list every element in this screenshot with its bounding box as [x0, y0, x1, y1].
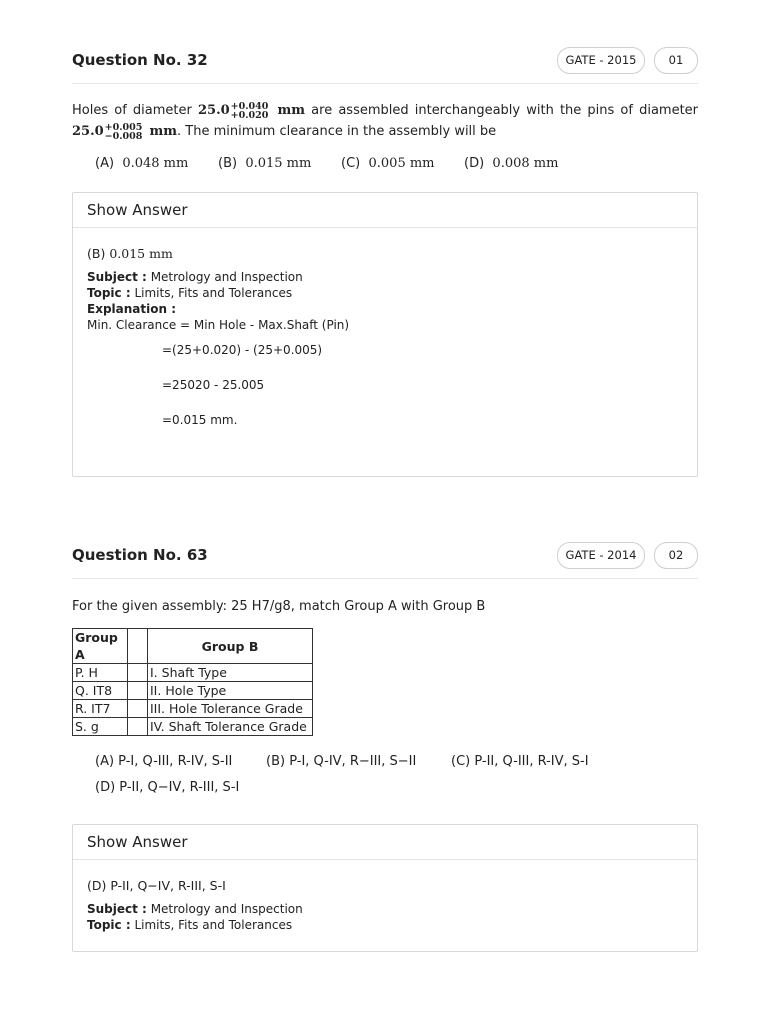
option-a[interactable]: (A) P-I, Q-III, R-IV, S-II [95, 754, 233, 769]
question-header [72, 542, 698, 579]
option-b[interactable]: (B) 0.015 mm [218, 156, 312, 171]
hole-upper-deviation: +0.040 [230, 100, 269, 112]
show-answer-button[interactable]: Show Answer [73, 825, 697, 860]
group-a-cell: S. g [73, 718, 128, 736]
group-b-cell: III. Hole Tolerance Grade [148, 700, 313, 718]
exam-year-badge[interactable]: GATE - 2015 [557, 47, 645, 74]
question-number-badge: 01 [654, 47, 698, 74]
answer-content [73, 228, 697, 448]
spacer-header [128, 629, 148, 664]
question-card-63 [72, 542, 698, 952]
option-b[interactable]: (B) P-I, Q-IV, R−III, S−II [266, 754, 417, 769]
group-a-cell: P. H [73, 664, 128, 682]
table-row [73, 718, 313, 736]
explanation-line: Min. Clearance = Min Hole - Max.Shaft (Pin) [87, 318, 350, 332]
options-list [95, 754, 698, 806]
answer-subject: Subject : Metrology and Inspection [87, 270, 303, 284]
match-table [72, 628, 313, 736]
pin-base-diameter: 25.0 [72, 124, 104, 139]
question-title: Question No. 32 [72, 51, 208, 69]
answer-panel [72, 824, 698, 952]
hole-base-diameter: 25.0 [197, 103, 230, 118]
options-list [95, 156, 698, 178]
option-a[interactable]: (A) 0.048 mm [95, 156, 189, 171]
table-row [73, 682, 313, 700]
pin-upper-deviation: +0.005 [104, 121, 143, 133]
answer-content [73, 860, 697, 943]
table-header-row [73, 629, 313, 664]
hole-tolerance [231, 102, 269, 120]
group-a-header: Group A [73, 629, 128, 664]
question-text: For the given assembly: 25 H7/g8, match Group A with Group B [72, 599, 486, 614]
group-a-cell: R. IT7 [73, 700, 128, 718]
option-c[interactable]: (C) 0.005 mm [341, 156, 435, 171]
question-card-32 [72, 47, 698, 477]
exam-year-badge[interactable]: GATE - 2014 [557, 542, 645, 569]
group-b-cell: I. Shaft Type [148, 664, 313, 682]
explanation-step-2: =25020 - 25.005 [162, 378, 265, 392]
question-header [72, 47, 698, 84]
group-a-cell: Q. IT8 [73, 682, 128, 700]
table-row [73, 700, 313, 718]
group-b-header: Group B [148, 629, 313, 664]
pin-tolerance [105, 123, 143, 141]
group-b-cell: IV. Shaft Tolerance Grade [148, 718, 313, 736]
answer-subject: Subject : Metrology and Inspection [87, 902, 303, 916]
pin-lower-deviation: −0.008 [104, 130, 143, 142]
pin-unit: mm [149, 124, 178, 139]
explanation-label: Explanation : [87, 302, 176, 316]
question-text-mid: are assembled interchangeably with the pins of diameter [311, 103, 699, 118]
question-text-post: . The minimum clearance in the assembly will be [177, 124, 497, 139]
correct-answer: (B) 0.015 mm [87, 246, 173, 261]
answer-topic: Topic : Limits, Fits and Tolerances [87, 918, 293, 932]
option-d[interactable]: (D) 0.008 mm [464, 156, 559, 171]
explanation-step-3: =0.015 mm. [162, 413, 238, 427]
correct-answer: (D) P-II, Q−IV, R-III, S-I [87, 878, 226, 893]
hole-lower-deviation: +0.020 [230, 109, 269, 121]
answer-panel [72, 192, 698, 477]
explanation-step-1: =(25+0.020) - (25+0.005) [162, 343, 323, 357]
show-answer-button[interactable]: Show Answer [73, 193, 697, 228]
question-number-badge: 02 [654, 542, 698, 569]
group-b-cell: II. Hole Type [148, 682, 313, 700]
option-c[interactable]: (C) P-II, Q-III, R-IV, S-I [451, 754, 589, 769]
option-d[interactable]: (D) P-II, Q−IV, R-III, S-I [95, 780, 240, 795]
answer-topic: Topic : Limits, Fits and Tolerances [87, 286, 293, 300]
question-text-pre: Holes of diameter [72, 103, 192, 118]
hole-unit: mm [277, 103, 306, 118]
question-text [72, 100, 698, 142]
table-row [73, 664, 313, 682]
question-title: Question No. 63 [72, 546, 208, 564]
